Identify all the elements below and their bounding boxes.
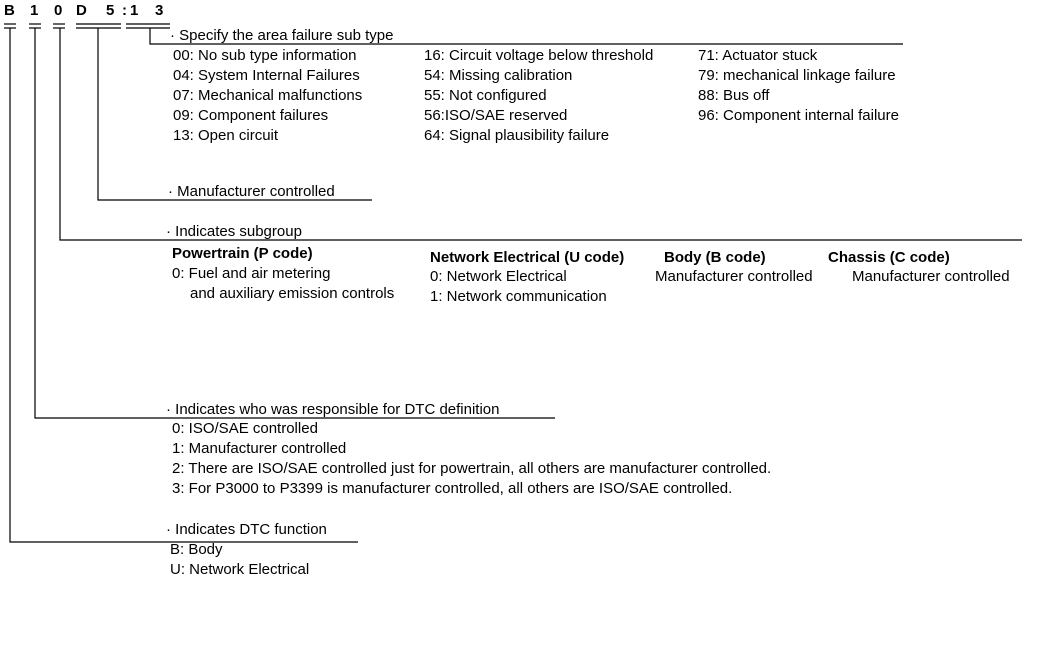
subtype-item: 96: Component internal failure: [698, 107, 899, 124]
code-char-subtype-2: 3: [155, 2, 164, 19]
powertrain-title: Powertrain (P code): [172, 245, 313, 262]
responsible-item: 2: There are ISO/SAE controlled just for powertrain, all others are manufacturer controlled.: [172, 460, 772, 477]
subtype-item: 71: Actuator stuck: [698, 47, 818, 64]
code-char-subgroup: 0: [54, 2, 63, 19]
chassis-line: Manufacturer controlled: [852, 268, 1010, 285]
responsible-item: 3: For P3000 to P3399 is manufacturer controlled, all others are ISO/SAE controlled.: [172, 480, 733, 497]
subtype-item: 64: Signal plausibility failure: [424, 127, 610, 144]
network-line: 0: Network Electrical: [430, 268, 567, 285]
subtype-item: 09: Component failures: [173, 107, 329, 124]
function-item: U: Network Electrical: [170, 561, 310, 578]
code-char-manufacturer: D: [76, 2, 87, 19]
subtype-item: 54: Missing calibration: [424, 67, 573, 84]
subtype-header: · Specify the area failure sub type: [170, 27, 394, 44]
manufacturer-header: · Manufacturer controlled: [168, 183, 335, 200]
subtype-item: 00: No sub type information: [173, 47, 357, 64]
subtype-item: 04: System Internal Failures: [173, 67, 360, 84]
powertrain-line: and auxiliary emission controls: [190, 285, 395, 302]
network-line: 1: Network communication: [430, 288, 607, 305]
code-char-subtype-1: 1: [130, 2, 139, 19]
subtype-item: 55: Not configured: [424, 87, 547, 104]
subtype-item: 56:ISO/SAE reserved: [424, 107, 568, 124]
code-char-responsible: 1: [30, 2, 39, 19]
subtype-item: 88: Bus off: [698, 87, 770, 104]
powertrain-line: 0: Fuel and air metering: [172, 265, 331, 282]
responsible-header: · Indicates who was responsible for DTC definition: [166, 401, 500, 418]
network-title: Network Electrical (U code): [430, 249, 625, 266]
code-char-colon: :: [122, 2, 127, 19]
responsible-item: 0: ISO/SAE controlled: [172, 420, 318, 437]
chassis-title: Chassis (C code): [828, 249, 950, 266]
body-title: Body (B code): [664, 249, 766, 266]
code-char-function: B: [4, 2, 15, 19]
function-header: · Indicates DTC function: [166, 521, 327, 538]
body-line: Manufacturer controlled: [655, 268, 813, 285]
responsible-item: 1: Manufacturer controlled: [172, 440, 347, 457]
subtype-item: 07: Mechanical malfunctions: [173, 87, 363, 104]
code-char-manufacturer-2: 5: [106, 2, 115, 19]
function-item: B: Body: [170, 541, 223, 558]
subtype-item: 13: Open circuit: [173, 127, 279, 144]
subgroup-header: · Indicates subgroup: [166, 223, 302, 240]
subtype-item: 79: mechanical linkage failure: [698, 67, 896, 84]
subtype-item: 16: Circuit voltage below threshold: [424, 47, 654, 64]
